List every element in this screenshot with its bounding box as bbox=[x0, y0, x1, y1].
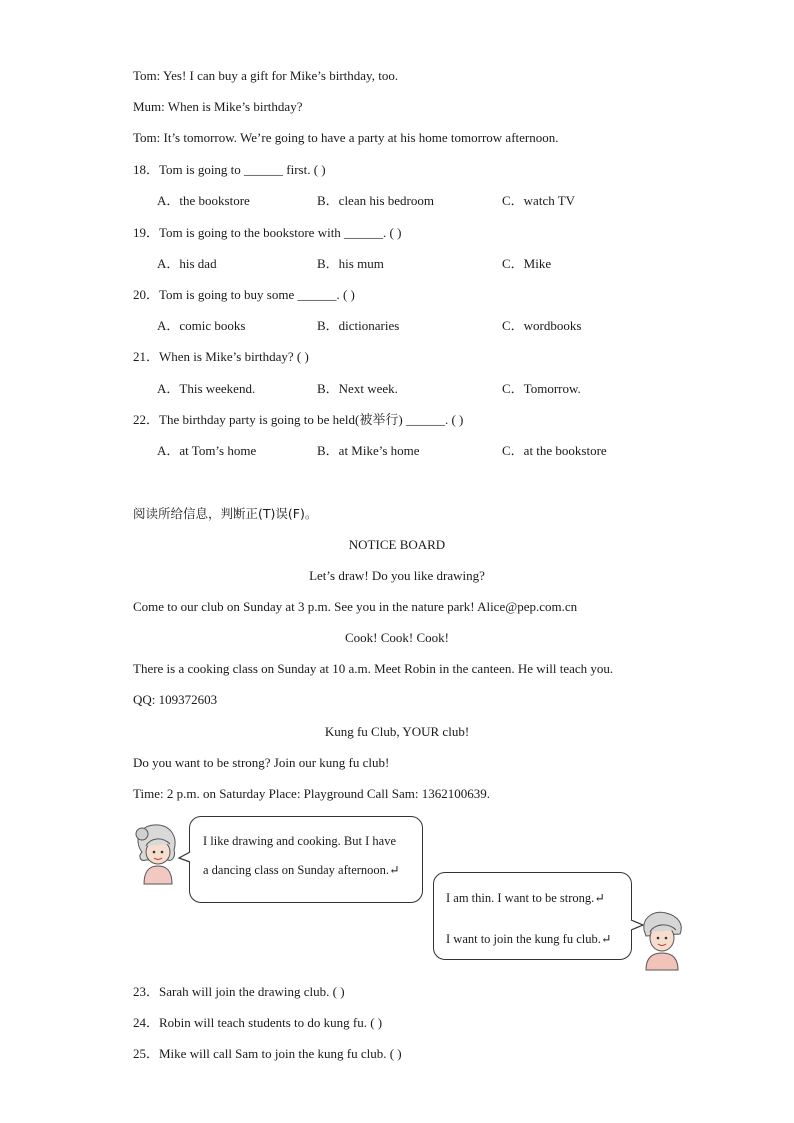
boy-speech-bubble bbox=[433, 872, 632, 960]
question-20-option-c: C．wordbooks bbox=[502, 318, 582, 333]
girl-speech-bubble bbox=[189, 816, 423, 903]
kungfu-club-text: Do you want to be strong? Join our kung fu club! bbox=[133, 755, 390, 770]
question-23: 23．Sarah will join the drawing club. ( ) bbox=[133, 984, 345, 999]
question-25: 25．Mike will call Sam to join the kung fu club. ( ) bbox=[133, 1046, 402, 1061]
cooking-class-text: There is a cooking class on Sunday at 10 a.m. Meet Robin in the canteen. He will teach you. bbox=[133, 661, 614, 676]
girl-bubble-line-1: I like drawing and cooking. But I have bbox=[203, 834, 397, 848]
cooking-class-qq: QQ: 109372603 bbox=[133, 692, 218, 707]
question-19-option-a: A．his dad bbox=[157, 256, 217, 271]
girl-bubble-line-2: a dancing class on Sunday afternoon.↵ bbox=[203, 863, 400, 877]
question-18-option-b: B．clean his bedroom bbox=[317, 193, 434, 208]
question-22-option-a: A．at Tom’s home bbox=[157, 443, 257, 458]
question-18-option-a: A．the bookstore bbox=[157, 193, 250, 208]
question-22-option-b: B．at Mike’s home bbox=[317, 443, 420, 458]
question-19-stem: 19．Tom is going to the bookstore with ______. ( ) bbox=[133, 225, 402, 240]
boy-bubble-line-1: I am thin. I want to be strong.↵ bbox=[446, 891, 605, 905]
question-21-stem: 21．When is Mike’s birthday? ( ) bbox=[133, 349, 309, 364]
question-24: 24．Robin will teach students to do kung fu. ( ) bbox=[133, 1015, 383, 1030]
notice-board-title: NOTICE BOARD bbox=[348, 537, 446, 552]
question-19-option-b: B．his mum bbox=[317, 256, 384, 271]
cooking-class-heading: Cook! Cook! Cook! bbox=[345, 630, 449, 645]
question-20-stem: 20．Tom is going to buy some ______. ( ) bbox=[133, 287, 355, 302]
question-20-option-b: B．dictionaries bbox=[317, 318, 400, 333]
drawing-club-heading: Let’s draw! Do you like drawing? bbox=[309, 568, 485, 583]
question-22-stem: 22．The birthday party is going to be held(被举行) ______. ( ) bbox=[133, 412, 464, 427]
kungfu-club-info: Time: 2 p.m. on Saturday Place: Playground Call Sam: 1362100639. bbox=[133, 786, 491, 801]
girl-illustration bbox=[132, 822, 184, 884]
boy-bubble-line-2: I want to join the kung fu club.↵ bbox=[446, 932, 612, 946]
question-20-option-a: A．comic books bbox=[157, 318, 246, 333]
question-21-option-a: A．This weekend. bbox=[157, 381, 256, 396]
drawing-club-text: Come to our club on Sunday at 3 p.m. See you in the nature park! Alice@pep.com.cn bbox=[133, 599, 578, 614]
question-19-option-c: C．Mike bbox=[502, 256, 552, 271]
dialogue-line-2: Mum: When is Mike’s birthday? bbox=[133, 99, 303, 114]
question-18-option-c: C．watch TV bbox=[502, 193, 576, 208]
section-instruction: 阅读所给信息，判断正(T)误(F)。 bbox=[133, 506, 318, 521]
question-21-option-c: C．Tomorrow. bbox=[502, 381, 581, 396]
dialogue-line-3: Tom: It’s tomorrow. We’re going to have a party at his home tomorrow afternoon. bbox=[133, 130, 559, 145]
girl-bubble-tail bbox=[178, 850, 192, 864]
dialogue-line-1: Tom: Yes! I can buy a gift for Mike’s birthday, too. bbox=[133, 68, 399, 83]
question-18-stem: 18．Tom is going to ______ first. ( ) bbox=[133, 162, 326, 177]
question-22-option-c: C．at the bookstore bbox=[502, 443, 607, 458]
question-21-option-b: B．Next week. bbox=[317, 381, 398, 396]
boy-illustration bbox=[638, 910, 686, 970]
kungfu-club-heading: Kung fu Club, YOUR club! bbox=[324, 724, 470, 739]
